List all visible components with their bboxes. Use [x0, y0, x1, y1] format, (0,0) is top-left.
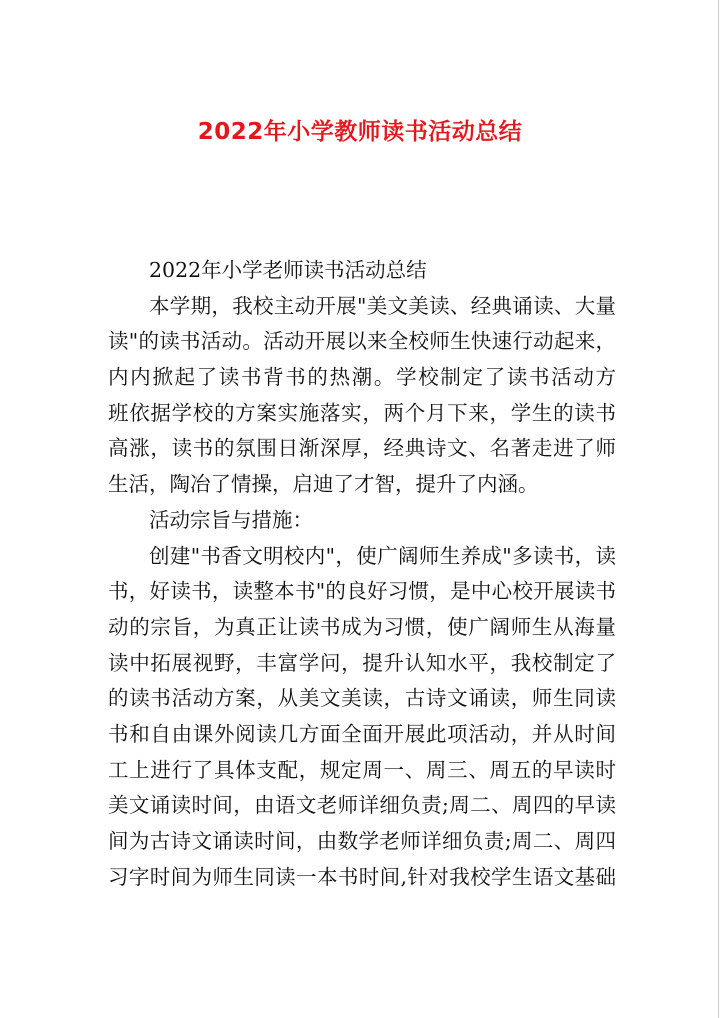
body-line: 的读书活动方案，从美文美读，古诗文诵读，师生同读 — [108, 686, 616, 711]
body-line: 书，好读书，读整本书"的良好习惯，是中心校开展读书 — [108, 579, 616, 604]
body-line: 间为古诗文诵读时间，由数学老师详细负责;周二、周四 — [108, 829, 616, 853]
body-line: 创建"书香文明校内"，使广阔师生养成"多读书，读 — [149, 543, 616, 568]
body-line: 动的宗旨，为真正让读书成为习惯，使广阔师生从海量 — [108, 614, 616, 639]
body-line: 内内掀起了读书背书的热潮。学校制定了读书活动方 — [108, 365, 616, 390]
body-line: 书和自由课外阅读几方面全面开展此项活动，并从时间 — [108, 721, 616, 746]
page-edge-divider — [718, 0, 719, 1018]
body-line: 读中拓展视野，丰富学问，提升认知水平，我校制定了 — [108, 650, 616, 675]
document-title: 2022年小学教师读书活动总结 — [197, 119, 523, 145]
body-line: 高涨，读书的氛围日渐深厚，经典诗文、名著走进了师 — [108, 436, 616, 461]
document-body — [108, 253, 616, 895]
body-line: 美文诵读时间，由语文老师详细负责;周二、周四的早读 — [108, 793, 616, 818]
body-line: 2022年小学老师读书活动总结 — [149, 258, 427, 282]
body-line: 本学期，我校主动开展"美文美读、经典诵读、大量 — [149, 293, 616, 318]
body-line: 工上进行了具体支配，规定周一、周三、周五的早读时 — [108, 757, 616, 782]
body-line: 读"的读书活动。活动开展以来全校师生快速行动起来， — [108, 329, 616, 354]
body-line: 生活，陶冶了情操，启迪了才智，提升了内涵。 — [108, 472, 539, 497]
body-line: 习字时间为师生同读一本书时间,针对我校学生语文基础 — [108, 864, 616, 889]
body-line: 活动宗旨与措施： — [149, 507, 313, 532]
body-line: 班依据学校的方案实施落实，两个月下来，学生的读书 — [108, 400, 616, 425]
